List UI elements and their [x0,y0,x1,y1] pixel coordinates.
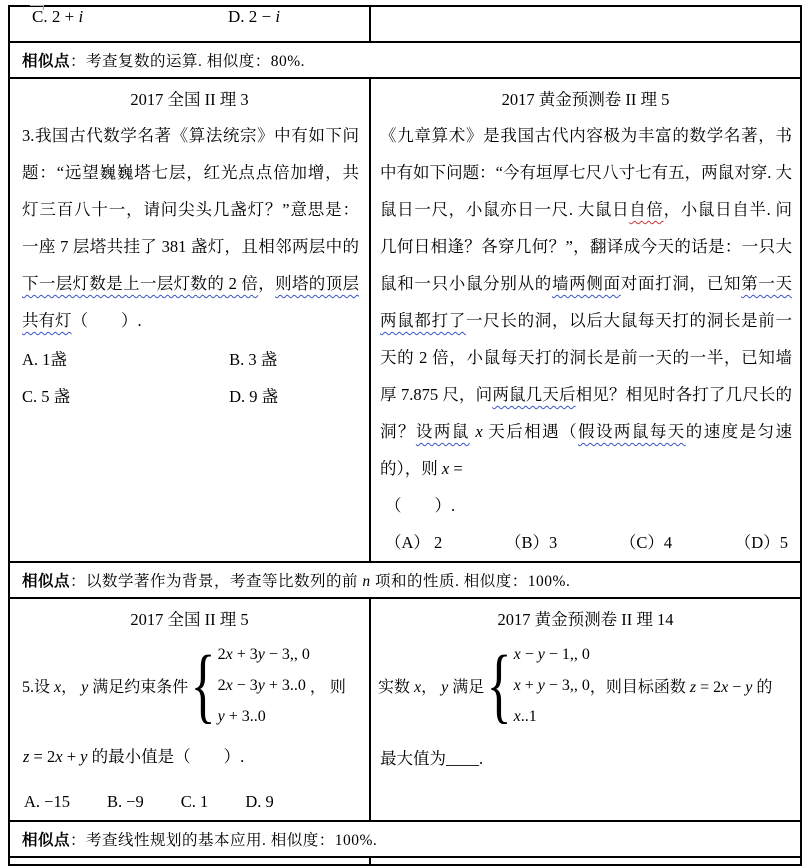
text-segment: 假设两鼠每天 [578,422,686,441]
q1-paragraph [22,117,359,339]
next-row-right-cell [370,857,801,865]
similarity-text-3 [10,822,800,850]
similarity-cell-3 [9,821,801,857]
text-segment: x [721,679,729,696]
q3-option-d: D. 9 [245,792,274,811]
q1-cell [9,78,370,562]
q2-option-a: （A） 2 [385,533,443,552]
q2-option-d: （D）5 [734,533,788,552]
q4-inequality-1 [514,639,590,670]
text-segment: 对面打洞，已知 [620,274,742,293]
text-segment: （ ）. [71,311,142,330]
text-segment: 的 [752,679,773,696]
question-row-1 [9,78,801,562]
option-c [32,7,228,27]
q4-tail-text [590,674,773,697]
q1-option-b: B. 3 盏 [229,350,278,369]
text-segment: 满足 [448,679,485,696]
text-segment: x [54,679,62,696]
option-d [228,7,280,27]
q3-option-a: A. −15 [24,792,70,811]
text-segment: − 3,, 0 [544,677,590,694]
text-segment: ：以数学著作为背景，考查等比数列的前 [70,573,363,590]
text-segment: y [257,646,265,663]
text-segment: = [449,459,463,478]
text-segment: 墙两侧面 [551,274,621,293]
text-segment: 一尺长的洞，以后大鼠每天打的洞长是前一天的 2 倍，小鼠每天打的洞长是前一天的一半，已知墙厚 7.875 尺，问 [380,311,793,404]
q2-cell [370,78,801,562]
text-segment: 满足约束条件 [88,679,189,696]
similarity-row-3 [9,821,801,857]
q3-inequality-1 [218,639,310,670]
text-segment: x [55,747,63,766]
text-segment: + [62,747,81,766]
text-segment: 则塔的顶层共有灯 [22,274,360,330]
text-segment: 相似点 [22,53,71,70]
question-comparison-table [8,5,802,866]
q1-option-c: C. 5 盏 [22,387,71,406]
q2-option-b: （B）3 [504,533,558,552]
text-segment: z [23,747,30,766]
similarity-cell-2 [9,562,801,598]
text-segment: y [257,677,265,694]
text-segment: ， 则 [309,679,346,696]
text-segment: + [520,677,538,694]
text-segment: x [441,459,450,478]
q2-source-title: 2017 黄金预测卷 II 理 5 [501,90,670,109]
text-segment: x [513,677,521,694]
q4-constraint-line [378,639,800,732]
q3-objective-line [23,738,369,775]
q3-options [24,783,369,820]
text-segment: ..1 [520,708,537,725]
q4-cell [370,598,801,821]
previous-options-cell [9,6,370,42]
text-segment: ，小鼠日自半. 问几何日相逢？各穿几何？”，翻译成今天的话是：一只大鼠和一只小鼠分别从的 [380,200,793,293]
text-segment: D. 2 − [228,7,276,26]
text-segment: y [537,646,545,663]
q3-option-b: B. −9 [106,792,144,811]
next-row-left-cell [9,857,370,865]
text-segment: 自倍 [629,200,664,219]
q3-cell [9,598,370,821]
text-segment: 第一天两鼠都打了 [380,274,793,330]
q4-inequality-system [514,639,590,732]
similarity-text-1 [10,43,800,71]
text-segment: 相见？相见时各打了几尺长的洞？ [380,385,793,441]
text-segment: 设两鼠 [415,422,470,441]
q4-inequality-2 [514,670,590,701]
q3-inequality-2 [218,670,310,701]
text-segment: y [441,679,449,696]
q1-options [22,341,369,415]
q3-inequality-3 [218,701,310,732]
previous-question-options-row [9,6,801,42]
text-segment: 2 [217,677,226,694]
curly-brace-icon: { [486,638,512,732]
text-segment: n [362,573,371,590]
text-segment: i [78,7,84,26]
text-segment: 相似点 [22,573,71,590]
question-row-2 [9,598,801,821]
similarity-row-2 [9,562,801,598]
text-segment: − 3 [232,677,258,694]
text-segment: 下一层灯数 [22,274,107,293]
text-segment: x [513,708,521,725]
q3-source-title: 2017 全国 II 理 5 [130,610,249,629]
q4-answer-blank-line [380,740,800,777]
q1-source-title: 2017 全国 II 理 3 [130,90,249,109]
text-segment: y [745,679,753,696]
text-segment: − 3,, 0 [264,646,310,663]
text-segment: x [225,677,233,694]
text-segment: y [537,677,545,694]
text-segment: 项和的性质. 相似度：100%. [370,573,571,590]
text-segment: 最大值为____. [380,749,484,768]
text-segment: 两鼠几天后 [492,385,576,404]
text-segment: y [80,747,88,766]
text-segment: z [689,679,697,696]
text-segment: − [728,679,746,696]
similarity-row-1 [9,42,801,78]
text-segment: 《九章算术》是我国古代内容极为丰富的数学名著，书中有如下问题：“今有垣厚七尺八寸七有五，两鼠对穿. 大鼠日一尺，小鼠亦日一尺. 大鼠日 [380,126,792,219]
curly-brace-icon: { [190,638,216,732]
text-segment: y [81,679,89,696]
previous-options-line [10,7,369,27]
q1-option-a: A. 1盏 [22,350,67,369]
text-segment: 是上一层灯数的 2 倍 [106,274,259,293]
q4-lead-text [378,674,484,697]
document-page [0,5,808,849]
text-segment: 2 [217,646,226,663]
q1-option-d: D. 9 盏 [229,387,279,406]
q3-option-c: C. 1 [180,792,209,811]
text-segment: − 1,, 0 [544,646,590,663]
text-segment: 天后相遇（ [482,422,579,441]
text-segment: y [217,708,225,725]
previous-empty-cell [370,6,801,42]
q1-option-line-1 [22,341,369,378]
q4-source-title: 2017 黄金预测卷 II 理 14 [497,610,674,629]
text-segment: + 3 [232,646,258,663]
text-segment: ， [61,679,82,696]
similarity-cell-1 [9,42,801,78]
text-segment: 相似点 [22,832,71,849]
text-segment: 的最小值是（ ）. [87,747,245,766]
q2-paragraph [380,117,792,487]
text-segment: ， [421,679,442,696]
text-segment: x [225,646,233,663]
q2-option-c: （C）4 [619,533,673,552]
q2-answer-blank: （ ）. [385,496,456,515]
text-segment: 实数 [378,679,415,696]
text-segment: x [513,646,521,663]
q3-constraint-line [22,639,369,732]
q3-lead-text [22,674,188,697]
text-segment: 的速度是匀速的），则 [380,422,792,478]
text-segment: = 2 [29,747,56,766]
text-segment: ：考查复数的运算. 相似度：80%. [70,53,306,70]
text-segment: i [275,7,281,26]
text-segment: = 2 [696,679,722,696]
text-segment: ，则目标函数 [589,679,690,696]
crop-artifact-mark [30,5,44,10]
text-segment: ：考查线性规划的基本应用. 相似度：100%. [70,832,378,849]
text-segment: + 3..0 [264,677,306,694]
next-row-sliver [9,857,801,865]
q3-inequality-system [218,639,310,732]
text-segment: + 3..0 [224,708,266,725]
similarity-text-2 [10,563,800,591]
text-segment: ， [258,274,276,293]
q3-tail-text [310,674,346,697]
q2-options [371,524,800,561]
text-segment: C. 2 + [32,7,79,26]
q4-inequality-3 [514,701,590,732]
text-segment: x [475,422,483,441]
q1-option-line-2 [22,378,369,415]
text-segment: x [414,679,422,696]
text-segment: − [520,646,538,663]
text-segment: 3.我国古代数学名著《算法统宗》中有如下问题：“远望巍巍塔七层，红光点点倍加增，共灯三百八十一，请问尖头几盏灯？”意思是：一座 7 层塔共挂了 381 盏灯，且相邻两层中的 [22,126,359,256]
text-segment: 5.设 [22,679,55,696]
